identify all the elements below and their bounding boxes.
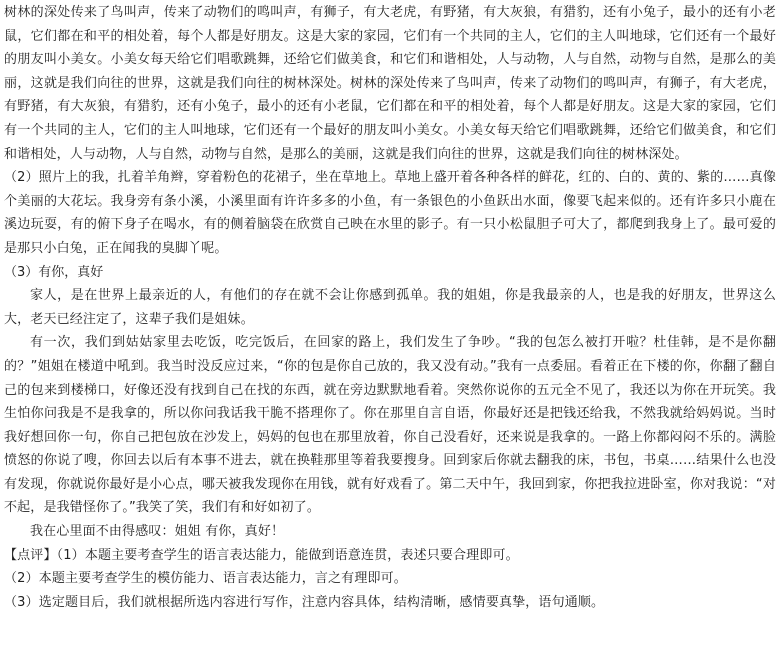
part3-paragraph-2: 有一次，我们到姑姑家里去吃饭，吃完饭后，在回家的路上，我们发生了争吵。“我的包怎么被打开啦？杜佳韩，是不是你翻的？”姐姐在楼道中吼到。我当时没反应过来，“你的包是你自己放的，我又没有动。”我有一点委屈。看着正在下楼的你，你翻了翻自己的包来到楼梯口，好像还没有找到自己在找的东西，就在旁边默默地看着。突然你说你的五元全不见了，我还以为你在开玩笑。我生怕你问我是不是我拿的，所以你问我话我干脆不搭理你了。你在那里自言自语，你最好还是把钱还给我，不然我就给妈妈说。当时我好想回你一句，你自己把包放在沙发上，妈妈的包也在那里放着，你自己没看好，还来说是我拿的。一路上你都闷闷不乐的。满脸愤怒的你说了嗖，你回去以后有本事不进去，就在换鞋那里等着我要搜身。回到家后你就去翻我的床，书包，书桌……结果什么也没有发现，你就说你最好是小心点，哪天被我发现你在用钱，就有好戏看了。第二天中午，我回到家，你把我拉进卧室，你对我说：“对不起，是我错怪你了。”我笑了笑，我们有和好如初了。: [4, 335, 776, 516]
comment-2: （2）本题主要考查学生的模仿能力、语言表达能力，言之有理即可。: [4, 571, 407, 587]
part3-paragraph-3: 我在心里面不由得感叹：姐姐 有你，真好！: [30, 524, 285, 540]
comment-3: （3）选定题目后，我们就根据所选内容进行写作，注意内容具体，结构清晰，感情要真挚，语句通顺。: [4, 594, 605, 610]
part2-paragraph: （2）照片上的我，扎着羊角辫，穿着粉色的花裙子，坐在草地上。草地上盛开着各种各样的鲜花，红的、白的、黄的、紫的……真像个美丽的大花坛。我身旁有条小溪，小溪里面有许许多多的小鱼，有一条银色的小鱼跃出水面，像要飞起来似的。还有许多只小鹿在溪边玩耍，有的俯下身子在喝水，有的侧着脑袋在欣赏自己映在水里的影子。有一只小松鼠胆子可大了，都爬到我身上了。最可爱的是那只小白兔，正在闻我的臭脚丫呢。: [4, 170, 776, 256]
part3-title: （3）有你，真好: [4, 264, 104, 280]
comment-1: 【点评】（1）本题主要考查学生的语言表达能力，能做到语意连贯，表述只要合理即可。: [4, 547, 519, 563]
part3-paragraph-1: 家人，是在世界上最亲近的人，有他们的存在就不会让你感到孤单。我的姐姐，你是我最亲的人，也是我的好朋友，世界这么大，老天已经注定了，这辈子我们是姐妹。: [4, 288, 776, 327]
part1-paragraph: 树林的深处传来了鸟叫声，传来了动物们的鸣叫声，有狮子，有大老虎，有野猪，有大灰狼，有猎豹，还有小兔子，最小的还有小老鼠，它们都在和平的相处着，每个人都是好朋友。这是大家的家园，它们有一个共同的主人，它们的主人叫地球，它们还有一个最好的朋友叫小美女。小美女每天给它们唱歌跳舞，还给它们做美食，和它们和谐相处，人与动物，人与自然，动物与自然，是那么的美丽，这就是我们向往的世界，这就是我们向往的树林深处。树林的深处传来了鸟叫声，传来了动物们的鸣叫声，有狮子，有大老虎，有野猪，有大灰狼，有猎豹，还有小兔子，最小的还有小老鼠，它们都在和平的相处着，每个人都是好朋友。这是大家的家园，它们有一个共同的主人，它们的主人叫地球，它们还有一个最好的朋友叫小美女。小美女每天给它们唱歌跳舞，还给它们做美食，和它们和谐相处，人与动物，人与自然，动物与自然，是那么的美丽，这就是我们向往的世界，这就是我们向往的树林深处。: [4, 5, 776, 162]
